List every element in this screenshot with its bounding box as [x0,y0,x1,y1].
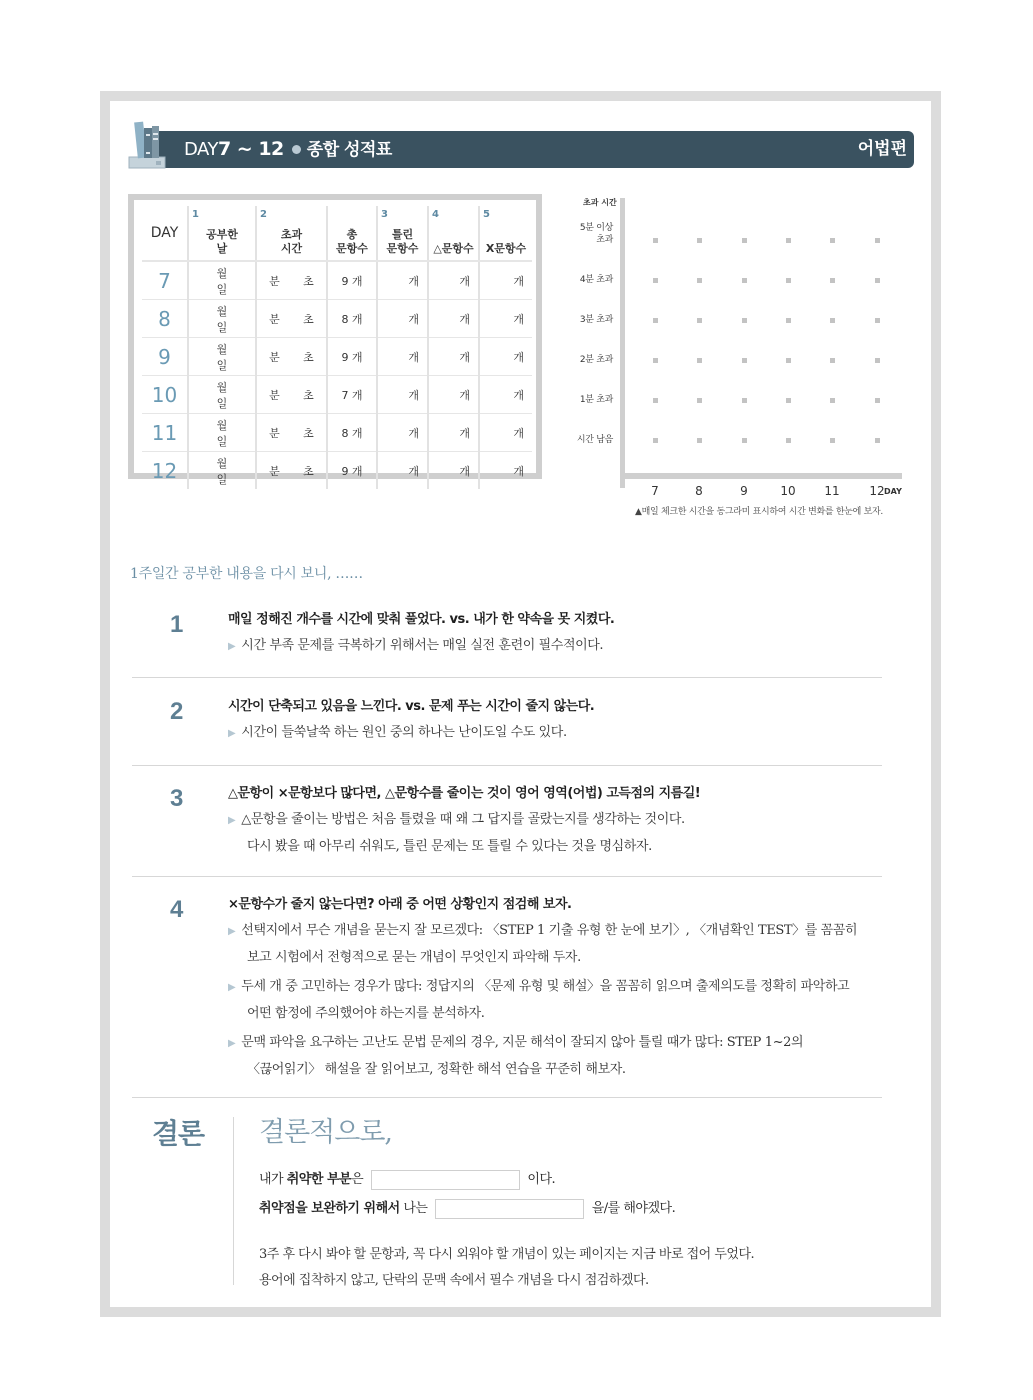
chart-grid-point[interactable] [875,398,880,403]
bullet-text-continued: 보고 시험에서 전형적으로 묻는 개념이 무엇인지 파악해 두자. [247,950,581,965]
total-questions: 9 개 [327,338,377,376]
table-row [142,261,532,300]
column-label: X문항수 [485,242,527,255]
triangle-bullet-icon: ▶ [228,1038,236,1049]
chart-x-tick: 8 [695,484,703,498]
month-unit: 월 [216,456,228,470]
day-range: 7 ~ 12 [217,138,284,160]
item-number: 3 [170,785,184,812]
study-date-cell[interactable] [188,452,256,490]
chart-grid-point[interactable] [875,318,880,323]
title-text: 종합 성적표 [306,140,392,160]
bullet-text: 시간이 들쑥날쑥 하는 원인 중의 하나는 난이도일 수도 있다. [241,725,567,740]
column-number: 4 [432,209,439,220]
item-bullet [228,720,567,747]
bullet-text-continued: 〈끊어읽기〉 해설을 잘 읽어보고, 정확한 해석 연습을 꾸준히 해보자. [247,1062,626,1077]
chart-x-tick: 11 [824,484,840,498]
weakness-input[interactable] [371,1170,520,1190]
column-number: 2 [260,209,267,220]
conclusion-divider [233,1117,234,1285]
column-number: 1 [192,209,199,220]
month-unit: 월 [216,266,228,280]
bullet-text: 문맥 파악을 요구하는 고난도 문법 문제의 경우, 지문 해석이 잘되지 않아 틀릴 때가 많다: STEP 1~2의 [241,1035,804,1050]
wrong-count-cell[interactable]: 개 [377,452,428,490]
bullet-text: △문항을 줄이는 방법은 처음 틀렸을 때 왜 그 답지를 골랐는지를 생각하는 것이다. [241,812,685,827]
bullet-dot-icon [292,145,301,154]
chart-grid-point[interactable] [697,438,702,443]
chart-x-tick: 10 [780,484,796,498]
chart-y-title: 초과 시간 [583,198,617,207]
second-unit: 초 [303,426,314,440]
plan-input[interactable] [435,1199,584,1219]
study-date-cell[interactable] [188,376,256,414]
total-questions: 8 개 [327,300,377,338]
triangle-count-cell[interactable]: 개 [428,261,479,300]
text: 은 [351,1172,364,1187]
total-questions: 9 개 [327,452,377,490]
chart-y-label: 2분 초과 [579,355,613,365]
wrong-count-cell[interactable]: 개 [377,261,428,300]
second-unit: 초 [303,464,314,478]
chart-grid-point[interactable] [875,358,880,363]
chart-grid-point[interactable] [653,238,658,243]
second-unit: 초 [303,274,314,288]
item-number: 1 [170,611,184,638]
chart-grid-point[interactable] [742,318,747,323]
day-number: 12 [151,458,178,483]
day-prefix: DAY [184,139,218,160]
item-bullet [228,633,603,660]
chart-grid-point[interactable] [875,278,880,283]
text: 내가 [259,1172,287,1187]
overtime-cell[interactable] [256,376,327,414]
chart-grid-point[interactable] [875,238,880,243]
chart-grid-point[interactable] [830,358,835,363]
minute-unit: 분 [269,388,280,402]
x-count-cell[interactable]: 개 [479,376,532,414]
study-date-cell[interactable] [188,261,256,300]
bullet-text-continued: 다시 봤을 때 아무리 쉬워도, 틀린 문제는 또 틀릴 수 있다는 것을 명심하자. [247,839,652,854]
column-label: 초과 시간 [280,228,303,255]
chart-grid-point[interactable] [742,398,747,403]
chart-grid-point[interactable] [653,318,658,323]
text: 나는 [399,1201,428,1216]
triangle-count-cell[interactable]: 개 [428,376,479,414]
table-row [142,414,532,452]
chart-y-label: 1분 초과 [579,395,613,405]
text: 을/를 해야겠다. [591,1201,676,1216]
table-row [142,338,532,376]
date-unit: 일 [216,472,228,486]
chart-grid-point[interactable] [742,238,747,243]
table-row [142,376,532,414]
month-unit: 월 [216,342,228,356]
text-bold: 취약점을 보완하기 위해서 [259,1201,400,1216]
date-unit: 일 [216,396,228,410]
total-questions: 9 개 [327,261,377,300]
wrong-count-cell[interactable]: 개 [377,376,428,414]
column-label: DAY [150,225,179,241]
conclusion-label: 결론 [152,1117,205,1150]
date-unit: 일 [216,320,228,334]
column-header [479,206,532,261]
chart-grid-point[interactable] [830,438,835,443]
item-bullet [228,807,685,860]
total-questions: 8 개 [327,414,377,452]
chart-x-axis [620,473,902,479]
day-number: 11 [142,414,188,452]
column-label: △문항수 [433,242,474,255]
chart-note: ▲매일 체크한 시간을 동그라미 표시하여 시간 변화를 한눈에 보자. [635,507,883,517]
chart-grid-point[interactable] [786,358,791,363]
day-number: 8 [142,300,188,338]
second-unit: 초 [303,350,314,364]
books-icon [127,117,169,171]
conclusion-line-weakness [259,1168,555,1190]
triangle-count-cell[interactable]: 개 [428,300,479,338]
triangle-bullet-icon: ▶ [228,926,236,937]
chart-x-tick: 9 [740,484,748,498]
chart-y-label: 3분 초과 [579,315,613,325]
chart-grid-point[interactable] [653,278,658,283]
study-date-cell[interactable] [188,300,256,338]
conclusion-line-plan [259,1197,675,1219]
column-header [428,206,479,261]
column-number: 3 [381,209,388,220]
chart-y-label: 4분 초과 [579,275,613,285]
item-number: 4 [170,896,184,923]
total-questions: 7 개 [327,376,377,414]
item-heading: 시간이 단축되고 있음을 느낀다. vs. 문제 푸는 시간이 줄지 않는다. [228,699,595,714]
item-bullet [228,974,849,1027]
study-date-cell[interactable] [188,414,256,452]
item-bullet [228,918,857,971]
overtime-chart [565,190,910,520]
column-number: 5 [483,209,490,220]
triangle-bullet-icon: ▶ [228,728,236,739]
chart-grid-point[interactable] [697,278,702,283]
divider [132,1097,882,1098]
day-number: 7 [142,261,188,300]
score-table-container [128,194,542,486]
chart-grid-point[interactable] [786,438,791,443]
chart-grid-point[interactable] [742,438,747,443]
bullet-text: 두세 개 중 고민하는 경우가 많다: 정답지의 〈문제 유형 및 해설〉을 꼼꼼히 읽으며 출제의도를 정확히 파악하고 [241,979,850,994]
month-unit: 월 [216,418,228,432]
column-header [327,206,377,261]
month-unit: 월 [216,304,228,318]
chart-grid-point[interactable] [697,398,702,403]
second-unit: 초 [303,312,314,326]
overtime-cell[interactable] [256,338,327,376]
chart-y-axis [620,198,625,488]
divider [132,876,882,877]
chart-grid-point[interactable] [786,318,791,323]
table-row [142,452,532,490]
date-unit: 일 [216,434,228,448]
conclusion-note-2: 용어에 집착하지 않고, 단락의 문맥 속에서 필수 개념을 다시 점검하겠다. [259,1273,649,1288]
date-unit: 일 [216,282,228,296]
triangle-bullet-icon: ▶ [228,982,236,993]
score-table [142,206,532,489]
x-count-cell[interactable]: 개 [479,300,532,338]
chart-grid-point[interactable] [830,318,835,323]
item-heading: 매일 정해진 개수를 시간에 맞춰 풀었다. vs. 내가 한 약속을 못 지켰다. [228,612,615,627]
item-heading: △문항이 ×문항보다 많다면, △문항수를 줄이는 것이 영어 영역(어법) 고득점의 지름길! [228,786,701,801]
minute-unit: 분 [269,426,280,440]
chart-grid-point[interactable] [697,318,702,323]
overtime-cell[interactable] [256,261,327,300]
chart-grid-point[interactable] [742,358,747,363]
minute-unit: 분 [269,274,280,288]
chart-y-label: 5분 이상 초과 [579,223,613,245]
chart-grid-point[interactable] [786,398,791,403]
column-header [188,206,256,261]
chart-grid-point[interactable] [653,398,658,403]
item-heading: ×문항수가 줄지 않는다면? 아래 중 어떤 상황인지 점검해 보자. [228,897,572,912]
column-label: 총 문항수 [336,228,368,255]
conclusion-note-1: 3주 후 다시 봐야 할 문항과, 꼭 다시 외워야 할 개념이 있는 페이지는 지금 바로 접어 두었다. [259,1247,755,1262]
table-row [142,300,532,338]
bullet-text: 시간 부족 문제를 극복하기 위해서는 매일 실전 훈련이 필수적이다. [241,638,604,653]
x-count-cell[interactable]: 개 [479,452,532,490]
chart-grid-point[interactable] [830,398,835,403]
chart-grid-point[interactable] [697,358,702,363]
triangle-count-cell[interactable]: 개 [428,452,479,490]
date-unit: 일 [216,358,228,372]
chart-y-label: 시간 남음 [576,435,613,445]
chart-grid-point[interactable] [653,438,658,443]
conclusion-heading: 결론적으로, [259,1117,392,1148]
month-unit: 월 [216,380,228,394]
wrong-count-cell[interactable]: 개 [377,414,428,452]
chart-x-title: DAY [884,487,902,496]
wrong-count-cell[interactable]: 개 [377,338,428,376]
minute-unit: 분 [269,464,280,478]
text-bold: 취약한 부분 [286,1172,352,1187]
chart-grid-point[interactable] [653,358,658,363]
text: 이다. [527,1172,556,1187]
chart-x-tick: 7 [651,484,659,498]
chart-grid-point[interactable] [697,238,702,243]
triangle-bullet-icon: ▶ [228,641,236,652]
column-header [377,206,428,261]
item-bullet [228,1030,803,1083]
chart-x-tick: 12 [869,484,885,498]
column-header [142,206,188,261]
second-unit: 초 [303,388,314,402]
study-date-cell[interactable] [188,338,256,376]
chart-grid-point[interactable] [830,238,835,243]
column-header [256,206,327,261]
chart-grid-point[interactable] [830,278,835,283]
chart-grid-point[interactable] [786,238,791,243]
overtime-cell[interactable] [256,300,327,338]
wrong-count-cell[interactable]: 개 [377,300,428,338]
column-label: 공부한 날 [206,228,238,255]
x-count-cell[interactable]: 개 [479,338,532,376]
column-label: 틀린 문항수 [386,228,419,255]
day-number: 10 [142,376,188,414]
page-title [184,131,392,168]
x-count-cell[interactable]: 개 [479,261,532,300]
triangle-count-cell[interactable]: 개 [428,414,479,452]
overtime-cell[interactable] [256,414,327,452]
review-intro: 1주일간 공부한 내용을 다시 보니, …… [130,566,363,582]
divider [132,765,882,766]
section-label: 어법편 [857,139,907,159]
chart-grid-point[interactable] [786,278,791,283]
minute-unit: 분 [269,312,280,326]
bullet-text: 선택지에서 무슨 개념을 묻는지 잘 모르겠다: 〈STEP 1 기출 유형 한 눈에 보기〉, 〈개념확인 TEST〉를 꼼꼼히 [241,923,858,938]
divider [132,677,882,678]
day-number: 9 [142,338,188,376]
bullet-text-continued: 어떤 함정에 주의했어야 하는지를 분석하자. [247,1006,485,1021]
chart-grid-point[interactable] [742,278,747,283]
chart-grid-point[interactable] [875,438,880,443]
triangle-bullet-icon: ▶ [228,815,236,826]
triangle-count-cell[interactable]: 개 [428,338,479,376]
item-number: 2 [170,698,184,725]
minute-unit: 분 [269,350,280,364]
x-count-cell[interactable]: 개 [479,414,532,452]
overtime-cell[interactable] [256,452,327,490]
